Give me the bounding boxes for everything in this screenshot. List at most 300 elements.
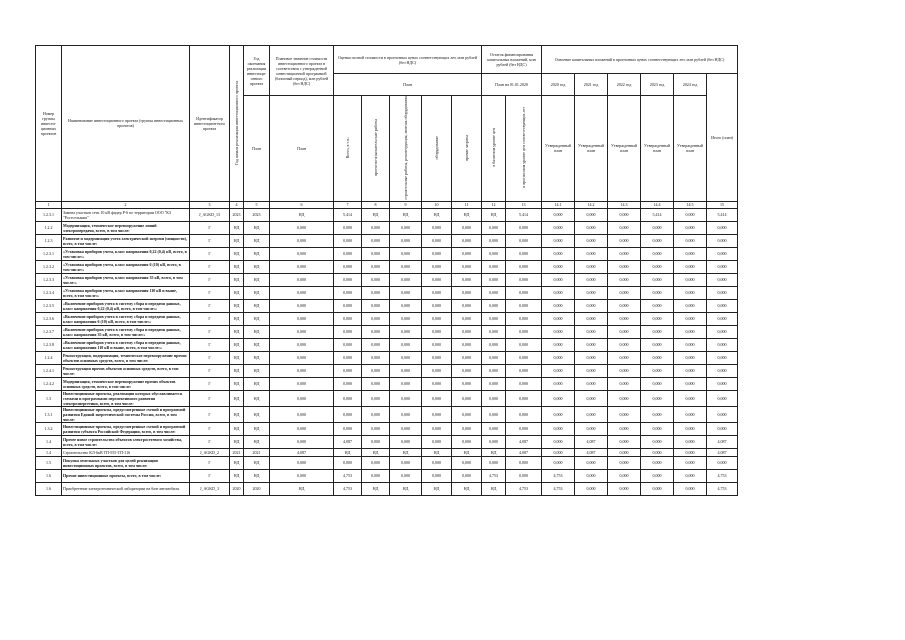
row-value: 0,000: [270, 469, 334, 482]
table-row: [36, 448, 738, 456]
row-value: 0,000: [270, 338, 334, 351]
row-value: 0,000: [608, 221, 641, 234]
row-value: 0,000: [270, 390, 334, 406]
row-value: 0,000: [270, 435, 334, 448]
table-row: [36, 469, 738, 482]
row-id: Г: [190, 286, 230, 299]
row-value: 0,000: [707, 351, 738, 364]
row-value: 0,000: [422, 299, 452, 312]
row-value: 4,753: [542, 469, 575, 482]
row-end-year: НД: [244, 312, 270, 325]
row-value: 0,000: [542, 208, 575, 221]
row-value: 0,000: [641, 221, 674, 234]
row-value: 0,000: [641, 351, 674, 364]
row-value: 4,753: [707, 469, 738, 482]
table-row: [36, 286, 738, 299]
row-value: 0,000: [334, 247, 362, 260]
row-value: 4,753: [542, 482, 575, 495]
header-equipment: оборудование: [422, 96, 452, 202]
row-start-year: НД: [230, 338, 244, 351]
row-id: Г: [190, 377, 230, 390]
row-name: Реконструкция прочих объектов основных средств, всего, в том числе:: [62, 364, 190, 377]
row-value: 0,000: [334, 456, 362, 469]
row-value: 0,000: [542, 422, 575, 435]
row-value: 0,000: [452, 312, 482, 325]
row-value: 0,000: [674, 247, 707, 260]
row-name: «Включение приборов учета в систему сбора и передачи данных, класс напряжения 6 (10) кВ, всего, в том числе:»: [62, 312, 190, 325]
row-value: 0,000: [575, 422, 608, 435]
row-value: 0,000: [362, 377, 390, 390]
row-value: 0,000: [334, 406, 362, 422]
row-value: 0,000: [390, 422, 422, 435]
row-value: 0,000: [482, 435, 506, 448]
row-value: 0,000: [452, 351, 482, 364]
row-value: 0,000: [641, 312, 674, 325]
row-value: 0,000: [362, 351, 390, 364]
row-value: 0,000: [362, 325, 390, 338]
row-value: 0,000: [390, 312, 422, 325]
row-value: 0,000: [575, 325, 608, 338]
table-row: [36, 312, 738, 325]
row-value: 0,000: [390, 351, 422, 364]
row-value: 0,000: [608, 234, 641, 247]
row-value: 4,753: [707, 482, 738, 495]
row-value: 0,000: [482, 221, 506, 234]
row-value: 0,000: [390, 390, 422, 406]
row-value: 0,000: [334, 299, 362, 312]
row-number: 1.6: [36, 469, 62, 482]
row-value: 0,000: [362, 435, 390, 448]
row-value: 0,000: [334, 422, 362, 435]
row-number: 1.6: [36, 482, 62, 495]
row-value: 0,000: [422, 469, 452, 482]
row-value: 0,000: [641, 364, 674, 377]
table-row: [36, 377, 738, 390]
column-number: 1: [36, 201, 62, 208]
row-value: 0,000: [390, 260, 422, 273]
row-id: J_AGKD_13: [190, 208, 230, 221]
row-value: 0,000: [542, 221, 575, 234]
row-name: Инвестиционные проекты, предусмотренные схемой и программой развития субъекта Российской Федерации, всего, в том числе:: [62, 422, 190, 435]
row-value: 0,000: [362, 234, 390, 247]
table-row: [36, 422, 738, 435]
row-name: Реконструкция, модернизация, техническое перевооружение прочих объектов основных средств, всего, в том числе:: [62, 351, 190, 364]
header-approved-5: Утвержденный план: [674, 96, 707, 202]
row-value: 0,000: [334, 312, 362, 325]
row-value: 0,000: [334, 390, 362, 406]
row-value: 0,000: [608, 469, 641, 482]
row-value: 0,000: [707, 273, 738, 286]
row-value: 0,000: [641, 234, 674, 247]
header-project-name: Наименование инвестиционного проекта (группы инвестиционных проектов): [62, 46, 190, 202]
row-start-year: НД: [230, 406, 244, 422]
row-value: 0,000: [575, 234, 608, 247]
table-row: [36, 482, 738, 495]
row-value: 0,000: [641, 422, 674, 435]
table-row: [36, 390, 738, 406]
row-number: 1.3: [36, 390, 62, 406]
row-start-year: НД: [230, 422, 244, 435]
row-value: 0,000: [575, 406, 608, 422]
row-end-year: НД: [244, 435, 270, 448]
row-value: 0,000: [390, 247, 422, 260]
column-number: 6: [270, 201, 334, 208]
row-end-year: НД: [244, 260, 270, 273]
row-value: 0,000: [542, 247, 575, 260]
column-number: 13: [506, 201, 542, 208]
header-construction: строительные работы, реконструкция, монтаж оборудования: [390, 96, 422, 202]
header-end-year: Год окончания реализации инвестици-онного проекта: [244, 46, 270, 96]
row-end-year: НД: [244, 325, 270, 338]
row-name: Замена участков сети 10 кВ фидер Р-6 по территории ООО "КЗ "Ростсельмаш": [62, 208, 190, 221]
row-number: 1.3.1: [36, 406, 62, 422]
row-value: 0,000: [362, 299, 390, 312]
row-value: 0,000: [674, 482, 707, 495]
row-value: 0,000: [542, 312, 575, 325]
header-start-year: Год начала реализации инвестиционного проекта: [230, 46, 244, 202]
row-value: 0,000: [390, 286, 422, 299]
column-number: 14.1: [542, 201, 575, 208]
row-id: Г: [190, 338, 230, 351]
row-end-year: 2023: [244, 208, 270, 221]
row-value: 0,000: [707, 422, 738, 435]
row-value: 0,000: [422, 325, 452, 338]
row-id: Г: [190, 325, 230, 338]
row-value: 0,000: [482, 406, 506, 422]
header-plan-sub2: План: [270, 96, 334, 202]
row-value: 0,000: [270, 364, 334, 377]
row-start-year: НД: [230, 221, 244, 234]
row-value: 0,000: [608, 338, 641, 351]
row-value: 0,000: [452, 273, 482, 286]
row-number: 1.3.2: [36, 422, 62, 435]
row-end-year: НД: [244, 234, 270, 247]
row-value: 4,087: [575, 435, 608, 448]
row-value: 0,000: [674, 390, 707, 406]
row-value: 0,000: [674, 208, 707, 221]
row-value: 0,000: [674, 299, 707, 312]
row-value: 5,414: [707, 208, 738, 221]
row-value: 0,000: [390, 299, 422, 312]
row-value: 0,000: [506, 325, 542, 338]
row-value: 0,000: [390, 234, 422, 247]
row-value: 0,000: [390, 406, 422, 422]
row-value: 0,000: [674, 435, 707, 448]
row-value: 0,000: [674, 234, 707, 247]
row-value: 0,000: [542, 325, 575, 338]
row-value: 0,000: [270, 260, 334, 273]
row-value: 0,000: [506, 260, 542, 273]
row-value: 0,000: [608, 482, 641, 495]
row-end-year: НД: [244, 456, 270, 469]
row-value: 0,000: [674, 422, 707, 435]
row-name: Инвестиционные проекты, реализация которых обуславливается схемами и программами перспективного развития электроэнергетики, всего, в том числе:: [62, 390, 190, 406]
row-value: 0,000: [362, 456, 390, 469]
header-group-number: Номер группы инвести-ционных проектов: [36, 46, 62, 202]
row-name: «Установка приборов учета, класс напряжения 110 кВ и выше, всего, в том числе:»: [62, 286, 190, 299]
header-2023: 2023 год: [641, 74, 674, 96]
row-value: 0,000: [608, 456, 641, 469]
row-id: Г: [190, 312, 230, 325]
header-approved-4: Утвержденный план: [641, 96, 674, 202]
row-value: 0,000: [674, 260, 707, 273]
row-number: 1.2.2: [36, 221, 62, 234]
row-value: 0,000: [674, 448, 707, 456]
table-row: [36, 364, 738, 377]
row-value: 0,000: [362, 338, 390, 351]
row-id: Г: [190, 469, 230, 482]
row-start-year: НД: [230, 273, 244, 286]
row-value: НД: [452, 208, 482, 221]
row-number: 1.2.3.3: [36, 273, 62, 286]
table-row: [36, 351, 738, 364]
row-id: Г: [190, 456, 230, 469]
row-value: 0,000: [422, 247, 452, 260]
row-value: 4,087: [506, 448, 542, 456]
row-value: НД: [362, 448, 390, 456]
row-value: 0,000: [362, 273, 390, 286]
row-value: НД: [334, 448, 362, 456]
row-value: 0,000: [575, 456, 608, 469]
row-number: 1.2.4: [36, 351, 62, 364]
row-value: 0,000: [506, 469, 542, 482]
row-name: «Включение приборов учета в систему сбора и передачи данных, класс напряжения 0,22 (0,4) кВ, всего, в том числе:»: [62, 299, 190, 312]
row-value: НД: [422, 208, 452, 221]
row-value: НД: [482, 448, 506, 456]
row-start-year: НД: [230, 325, 244, 338]
row-value: 0,000: [575, 312, 608, 325]
row-value: 0,000: [270, 234, 334, 247]
column-number: 14.2: [575, 201, 608, 208]
row-name: Прочее новое строительство объектов электросетевого хозяйства, всего, в том числе:: [62, 435, 190, 448]
header-2021: 2021 год: [575, 74, 608, 96]
row-value: 0,000: [452, 377, 482, 390]
row-value: 0,000: [452, 390, 482, 406]
row-value: 0,000: [362, 221, 390, 234]
row-value: 0,000: [270, 325, 334, 338]
row-value: НД: [390, 448, 422, 456]
row-value: 0,000: [608, 299, 641, 312]
row-value: 0,000: [506, 338, 542, 351]
row-value: 0,000: [641, 338, 674, 351]
row-name: «Установка приборов учета, класс напряжения 0,22 (0,4) кВ, всего, в том числе:»: [62, 247, 190, 260]
row-value: 0,000: [362, 247, 390, 260]
row-id: Г: [190, 435, 230, 448]
row-value: 0,000: [362, 312, 390, 325]
row-value: 0,000: [334, 338, 362, 351]
row-value: 0,000: [482, 312, 506, 325]
row-number: 1.2.3: [36, 234, 62, 247]
row-value: 0,000: [452, 422, 482, 435]
row-start-year: 2023: [230, 208, 244, 221]
row-value: 0,000: [542, 406, 575, 422]
row-value: НД: [482, 208, 506, 221]
row-value: 0,000: [707, 221, 738, 234]
column-number: 14.4: [641, 201, 674, 208]
row-value: 0,000: [422, 377, 452, 390]
row-value: 0,000: [575, 351, 608, 364]
row-value: НД: [422, 448, 452, 456]
row-value: 0,000: [334, 286, 362, 299]
row-number: 1.2.3.5: [36, 299, 62, 312]
row-value: 4,087: [575, 448, 608, 456]
row-number: 1.2.4.1: [36, 364, 62, 377]
row-value: 0,000: [575, 221, 608, 234]
row-id: Г: [190, 247, 230, 260]
row-number: 1.4: [36, 435, 62, 448]
row-value: 0,000: [452, 469, 482, 482]
row-number: 1.2.3.7: [36, 325, 62, 338]
row-value: 0,000: [641, 435, 674, 448]
row-value: 0,000: [422, 221, 452, 234]
row-value: 0,000: [575, 208, 608, 221]
row-end-year: НД: [244, 273, 270, 286]
row-value: 0,000: [334, 273, 362, 286]
header-capex: Освоение капитальных вложений в прогнозных ценах соответствующих лет, млн рублей (без НДС): [542, 46, 738, 74]
row-value: 0,000: [422, 273, 452, 286]
row-value: 4,087: [270, 448, 334, 456]
row-value: 0,000: [608, 312, 641, 325]
row-value: 0,000: [390, 435, 422, 448]
row-value: 0,000: [641, 273, 674, 286]
row-value: 0,000: [422, 390, 452, 406]
row-value: 0,000: [506, 456, 542, 469]
row-value: 0,000: [707, 377, 738, 390]
header-remaining: Остаток финансирования капитальных вложений, млн рублей (без НДС): [482, 46, 542, 74]
row-value: 0,000: [542, 364, 575, 377]
row-value: 0,000: [482, 260, 506, 273]
row-value: 0,000: [482, 338, 506, 351]
row-value: 0,000: [390, 469, 422, 482]
row-value: 0,000: [542, 377, 575, 390]
row-value: 0,000: [641, 390, 674, 406]
row-value: 0,000: [542, 456, 575, 469]
row-start-year: НД: [230, 469, 244, 482]
row-end-year: НД: [244, 286, 270, 299]
row-value: 0,000: [452, 364, 482, 377]
row-value: 0,000: [334, 221, 362, 234]
row-value: 0,000: [674, 221, 707, 234]
row-value: 0,000: [422, 351, 452, 364]
row-value: 0,000: [506, 273, 542, 286]
column-number: 2: [62, 201, 190, 208]
row-name: Приобретение электротехнической лаборатории на базе автомобиля: [62, 482, 190, 495]
row-value: 0,000: [575, 273, 608, 286]
row-id: J_AGKD_2: [190, 448, 230, 456]
header-total-incl: Всего, в т.ч.:: [334, 96, 362, 202]
row-value: 5,414: [334, 208, 362, 221]
row-value: 0,000: [575, 364, 608, 377]
row-value: НД: [482, 482, 506, 495]
row-value: 0,000: [362, 390, 390, 406]
row-start-year: НД: [230, 234, 244, 247]
column-number-row: [36, 201, 738, 208]
row-value: 0,000: [608, 286, 641, 299]
row-value: 0,000: [641, 482, 674, 495]
row-value: 0,000: [270, 351, 334, 364]
row-value: 0,000: [452, 456, 482, 469]
row-value: 0,000: [482, 325, 506, 338]
header-approved-3: Утвержденный план: [608, 96, 641, 202]
row-value: 0,000: [506, 390, 542, 406]
row-name: Покупка земельных участков для целей реализации инвестиционных проектов, всего, в том числе:: [62, 456, 190, 469]
row-id: Г: [190, 390, 230, 406]
row-name: Прочие инвестиционные проекты, всего, в том числе:: [62, 469, 190, 482]
row-value: 0,000: [452, 338, 482, 351]
row-value: 0,000: [542, 299, 575, 312]
row-value: НД: [422, 482, 452, 495]
table-row: [36, 234, 738, 247]
row-value: 0,000: [422, 286, 452, 299]
investment-table: [35, 45, 738, 496]
row-value: 0,000: [707, 247, 738, 260]
row-value: 0,000: [608, 325, 641, 338]
row-value: 0,000: [641, 286, 674, 299]
row-value: 0,000: [270, 422, 334, 435]
row-start-year: НД: [230, 286, 244, 299]
row-value: 0,000: [506, 299, 542, 312]
row-value: 0,000: [575, 286, 608, 299]
row-value: 0,000: [542, 338, 575, 351]
header-project-id: Идентификатор инвестицион-ного проекта: [190, 46, 230, 202]
row-value: 0,000: [608, 273, 641, 286]
table-row: [36, 273, 738, 286]
row-value: 0,000: [390, 273, 422, 286]
row-start-year: НД: [230, 312, 244, 325]
row-value: 0,000: [482, 273, 506, 286]
row-start-year: НД: [230, 377, 244, 390]
column-number: 9: [390, 201, 422, 208]
row-value: 0,000: [641, 325, 674, 338]
row-value: 0,000: [452, 406, 482, 422]
row-value: 0,000: [270, 406, 334, 422]
row-value: 0,000: [707, 286, 738, 299]
row-name: Модернизация, техническое перевооружение прочих объектов основных средств, всего, в том числе:: [62, 377, 190, 390]
row-id: Г: [190, 299, 230, 312]
row-value: 0,000: [674, 469, 707, 482]
row-value: 0,000: [506, 221, 542, 234]
row-end-year: НД: [244, 406, 270, 422]
row-value: 0,000: [482, 286, 506, 299]
header-design: проектно-изыскательские работы: [362, 96, 390, 202]
row-value: 0,000: [542, 273, 575, 286]
row-value: 0,000: [452, 247, 482, 260]
row-name: Развитие и модернизация учета электрической энергии (мощности), всего, в том числе:: [62, 234, 190, 247]
table-row: [36, 338, 738, 351]
row-value: 0,000: [422, 456, 452, 469]
table-row: [36, 247, 738, 260]
row-start-year: НД: [230, 435, 244, 448]
row-value: 0,000: [575, 469, 608, 482]
row-value: 0,000: [334, 377, 362, 390]
table-row: [36, 221, 738, 234]
table-row: [36, 299, 738, 312]
row-value: 0,000: [422, 260, 452, 273]
table-row: [36, 406, 738, 422]
row-value: 0,000: [270, 299, 334, 312]
row-value: 0,000: [674, 406, 707, 422]
row-value: 0,000: [452, 299, 482, 312]
row-value: 0,000: [390, 377, 422, 390]
row-value: 0,000: [674, 273, 707, 286]
row-value: 0,000: [506, 286, 542, 299]
row-value: 0,000: [482, 234, 506, 247]
row-number: 1.4: [36, 448, 62, 456]
row-value: 0,000: [422, 234, 452, 247]
row-value: 0,000: [608, 435, 641, 448]
row-value: 0,000: [482, 299, 506, 312]
row-value: 0,000: [707, 338, 738, 351]
